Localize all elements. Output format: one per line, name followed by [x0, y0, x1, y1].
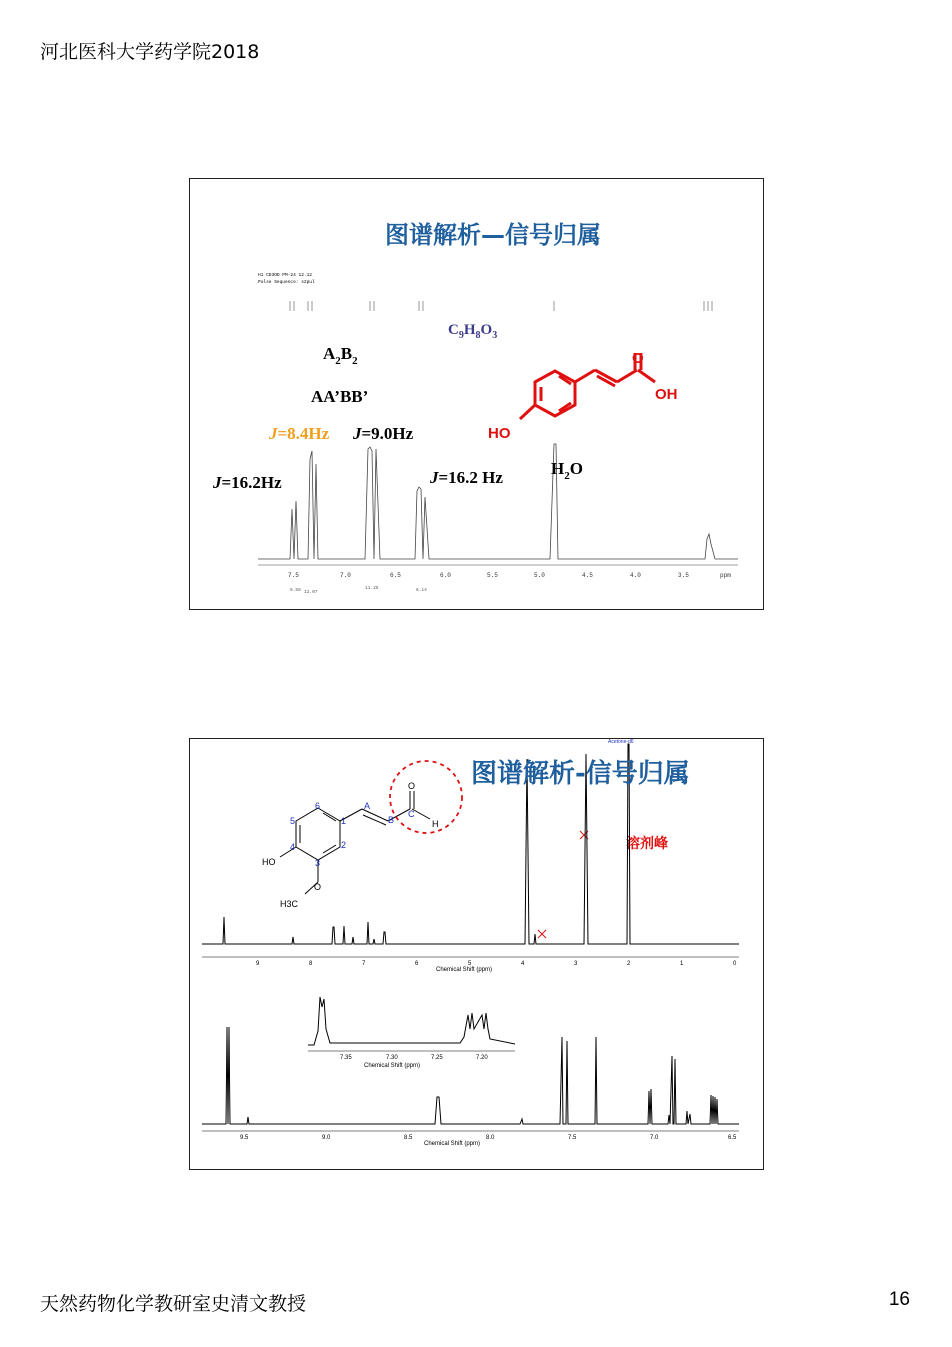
x-tick: 8: [309, 961, 313, 967]
slide-2-title: 图谱解析-信号归属: [471, 759, 690, 789]
peak-label-ticks: [290, 301, 712, 311]
atom-label: 2: [341, 840, 347, 850]
atom-label: C: [408, 809, 415, 819]
x-tick: 8.5: [404, 1135, 413, 1141]
inset-spectrum-trace: [308, 997, 515, 1045]
x-tick: 7.5: [568, 1135, 577, 1141]
slide-1-title: 图谱解析—信号归属: [385, 221, 601, 249]
bottom-x-axis-label: Chemical Shift (ppm): [424, 1141, 481, 1147]
x-tick: 5: [468, 961, 472, 967]
integral-value: 12.07: [304, 590, 318, 595]
structure-atom-labels: [262, 781, 439, 909]
molecular-formula: $C_9H_8O_3$: [448, 322, 498, 341]
x-tick: 7.30: [386, 1055, 398, 1061]
label-aabb: AA’BB’: [311, 387, 369, 406]
spectrum-trace: [258, 444, 738, 559]
solvent-peak-label: 溶剂峰: [626, 836, 668, 852]
atom-label: HO: [262, 857, 276, 867]
x-tick: 3.5: [678, 572, 689, 579]
atom-label: H: [432, 819, 439, 829]
x-tick: 7.35: [340, 1055, 352, 1061]
x-tick: 6.5: [390, 572, 401, 579]
x-tick: 6: [415, 961, 419, 967]
x-tick: 9: [256, 961, 260, 967]
label-j-16-2-b: J=16.2 Hz: [430, 468, 503, 487]
x-tick: 5.0: [534, 572, 545, 579]
top-x-ticks: [256, 961, 737, 967]
label-j-16-2-a: J=16.2Hz: [213, 473, 282, 492]
x-tick: ppm: [720, 572, 731, 579]
label-j-8-4: J=8.4Hz: [269, 424, 330, 443]
x-tick: 4: [521, 961, 525, 967]
x-tick: 7.5: [288, 572, 299, 579]
x-tick: 6.5: [728, 1135, 737, 1141]
atom-label: 5: [290, 816, 296, 826]
x-tick: 8.0: [486, 1135, 495, 1141]
x-tick: 6.0: [440, 572, 451, 579]
structure-oh: OH: [655, 386, 678, 403]
slide-2-spectra: [190, 739, 763, 1169]
top-x-axis-label: Chemical Shift (ppm): [436, 967, 493, 973]
structure-drawing-2: [280, 791, 430, 894]
structure-oxygen: O: [632, 350, 644, 367]
x-tick: 7.0: [340, 572, 351, 579]
atom-label: 4: [290, 842, 296, 852]
x-tick: 7.20: [476, 1055, 488, 1061]
atom-label: B: [388, 815, 395, 825]
integral-value: 6.14: [416, 588, 427, 593]
atom-label: 6: [315, 801, 321, 811]
x-tick: 7: [362, 961, 366, 967]
integral-values: [290, 585, 427, 595]
page-header: 河北医科大学药学院2018: [40, 41, 260, 63]
page-number: 16: [888, 1289, 910, 1310]
x-tick: 7.0: [650, 1135, 659, 1141]
bottom-x-ticks: [240, 1135, 737, 1141]
inset-x-axis-label: Chemical Shift (ppm): [364, 1063, 421, 1069]
x-tick: 3: [574, 961, 578, 967]
spectrum-header-line-2: Pulse Sequence: s2pul: [258, 280, 315, 285]
acetone-label: Acetone-d6: [608, 739, 634, 745]
x-tick: 2: [627, 961, 631, 967]
x-tick: 9.5: [240, 1135, 249, 1141]
atom-label: 1: [341, 816, 347, 826]
structure-ho: HO: [488, 425, 511, 442]
slide-2: [189, 738, 764, 1170]
integral-value: 11.25: [365, 586, 379, 591]
inset-x-ticks: [340, 1055, 488, 1061]
page-footer: 天然药物化学教研室史清文教授: [40, 1293, 307, 1315]
label-h2o: $H_2O$: [551, 459, 583, 482]
label-j-9-0: J=9.0Hz: [353, 424, 414, 443]
atom-label: A: [364, 801, 371, 811]
atom-label: O: [408, 781, 416, 791]
x-tick: 7.25: [431, 1055, 443, 1061]
bottom-spectrum-trace: [202, 1027, 739, 1124]
slide-1: [189, 178, 764, 610]
x-axis-ticks: [288, 572, 731, 579]
aldehyde-highlight-circle: [390, 761, 462, 833]
x-tick: 4.5: [582, 572, 593, 579]
x-tick: 4.0: [630, 572, 641, 579]
integral-value: 6.58: [290, 588, 301, 593]
slide-1-spectrum: [190, 179, 763, 609]
atom-label: 3: [315, 858, 321, 868]
atom-label: O: [314, 882, 322, 892]
x-tick: 5.5: [487, 572, 498, 579]
spectrum-header-line-1: H1 CD3OD PM-24 12.12: [258, 273, 313, 278]
x-tick: 1: [680, 961, 684, 967]
label-a2b2: $A_2B_2$: [323, 344, 358, 367]
impurity-marks: [538, 831, 588, 938]
x-tick: 0: [733, 961, 737, 967]
atom-label: H3C: [280, 899, 299, 909]
x-tick: 9.0: [322, 1135, 331, 1141]
